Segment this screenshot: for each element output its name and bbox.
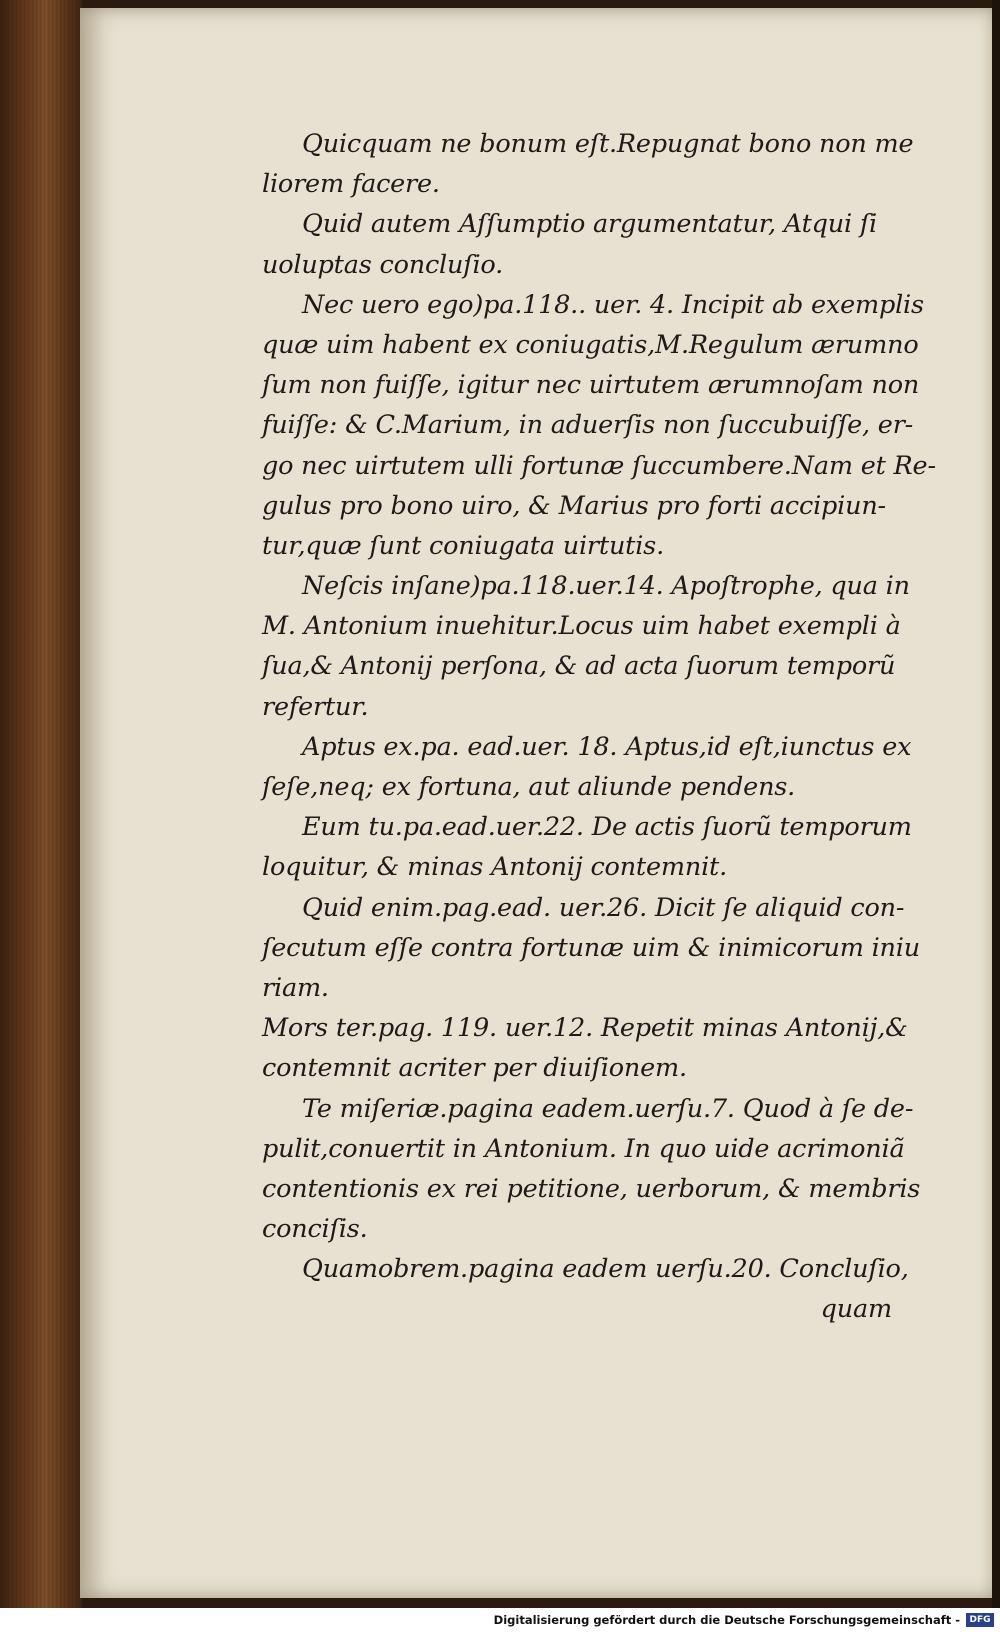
text-line: liorem facere.: [262, 169, 440, 200]
text-line: contemnit acriter per diuiſionem.: [262, 1053, 687, 1084]
text-line: quæ uim habent ex coniugatis,M.Regulum ærumno: [262, 329, 919, 360]
text-line: loquitur, & minas Antonij contemnit.: [262, 852, 727, 883]
text-line: fuiſſe: & C.Marium, in aduerſis non ſuccubuiſſe, er-: [262, 410, 914, 441]
catchword: quam: [820, 1294, 892, 1325]
text-line: ſecutum eſſe contra fortunæ uim & inimicorum iniu: [262, 932, 920, 963]
text-line: Mors ter.pag. 119. uer.12. Repetit minas Antonij,&: [262, 1013, 908, 1044]
text-line: ſeſe,neq; ex fortuna, aut aliunde pendens.: [262, 772, 796, 802]
text-line: Quicquam ne bonum eſt.Repugnat bono non me: [302, 129, 914, 159]
funding-notice: Digitalisierung gefördert durch die Deutsche Forschungsgemeinschaft -: [493, 1613, 960, 1627]
text-line: uoluptas concluſio.: [262, 249, 504, 280]
text-line: riam.: [262, 972, 329, 1003]
text-line: Nec uero ego)pa.118.. uer. 4. Incipit ab exemplis: [302, 289, 924, 320]
text-line: pulit,conuertit in Antonium. In quo uide acrimoniã: [262, 1133, 905, 1164]
book-fore-edge: [0, 0, 82, 1608]
text-line: M. Antonium inuehitur.Locus uim habet exempli à: [262, 611, 901, 642]
text-line: go nec uirtutem ulli fortunæ ſuccumbere.Nam et Re-: [262, 450, 936, 481]
text-line: gulus pro bono uiro, & Marius pro forti accipiun-: [262, 490, 886, 521]
text-line: contentionis ex rei petitione, uerborum, & membris: [262, 1173, 921, 1204]
dfg-logo-icon: DFG: [966, 1613, 994, 1627]
page-right-border: [992, 0, 1000, 1608]
text-line: ſua,& Antonij perſona, & ad acta ſuorum temporũ: [262, 651, 896, 682]
text-line: Quid enim.pag.ead. uer.26. Dicit ſe aliquid con-: [302, 892, 905, 923]
text-line: Eum tu.pa.ead.uer.22. De actis ſuorũ temporum: [302, 812, 912, 843]
text-line: refertur.: [262, 691, 369, 722]
text-line: Aptus ex.pa. ead.uer. 18. Aptus,id eſt,iunctus ex: [302, 731, 912, 762]
text-line: conciſis.: [262, 1214, 368, 1245]
text-line: Te miſeriæ.pagina eadem.uerſu.7. Quod à ſe de-: [302, 1093, 914, 1124]
text-line: ſum non fuiſſe, igitur nec uirtutem ærumnoſam non: [262, 370, 920, 401]
text-line: tur,quæ ſunt coniugata uirtutis.: [262, 530, 664, 561]
text-line: Neſcis inſane)pa.118.uer.14. Apoſtrophe, qua in: [302, 571, 910, 602]
text-line: Quid autem Aſſumptio argumentatur, Atqui ſi: [302, 209, 878, 240]
page-text-block: [262, 124, 972, 1330]
digitization-footer: [0, 1608, 1000, 1632]
text-line: Quamobrem.pagina eadem uerſu.20. Concluſio,: [302, 1254, 909, 1285]
